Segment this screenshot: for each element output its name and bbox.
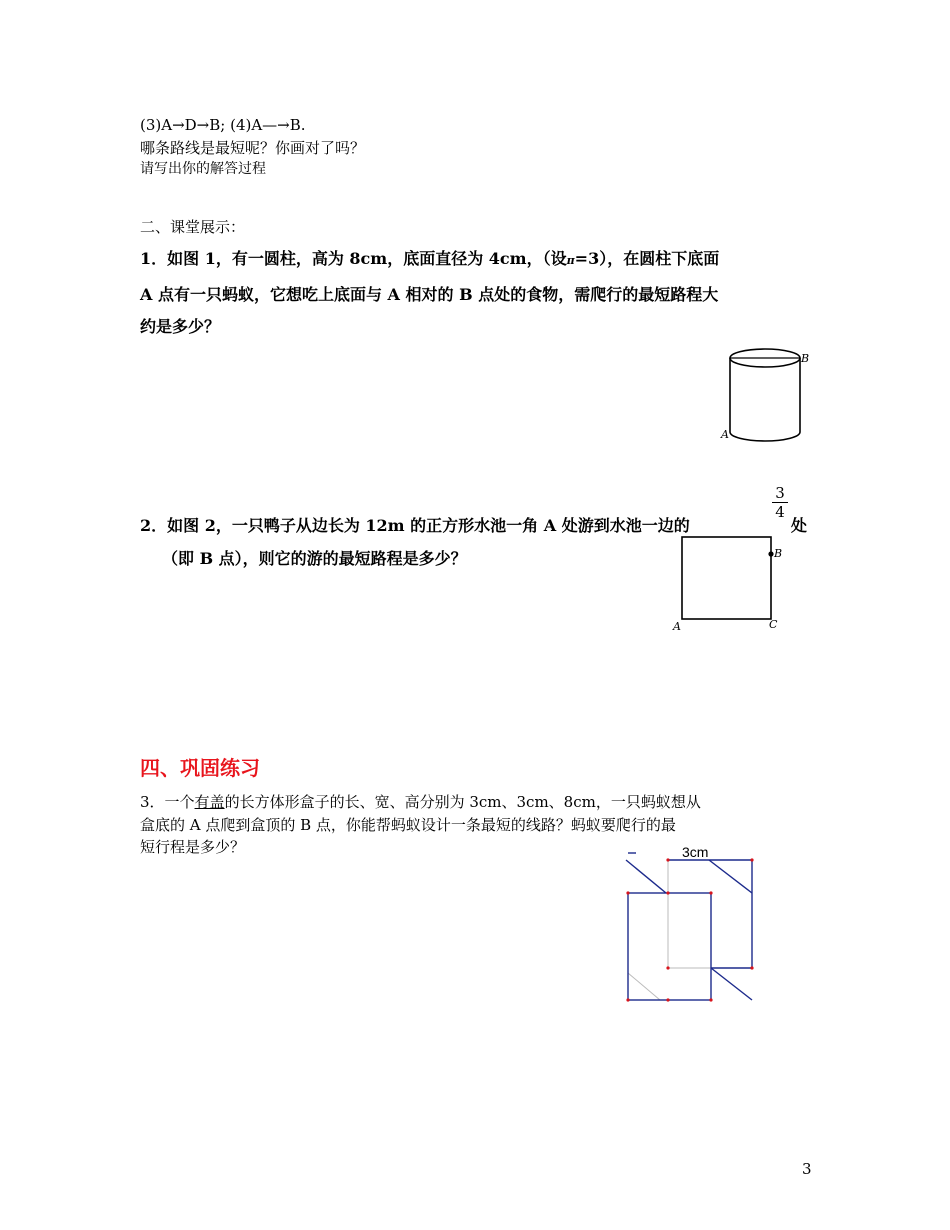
problem2-line2: （即 B 点），则它的游的最短路程是多少？ xyxy=(162,549,467,568)
underlined-with-lid: 有盖 xyxy=(194,793,225,811)
routes-line: (3)A→D→B; (4)A—→B. xyxy=(140,116,306,134)
fraction-denominator: 4 xyxy=(775,503,785,521)
problem2-line1-end: 处 xyxy=(791,516,808,535)
label-a: A xyxy=(673,620,681,633)
pi-symbol: π xyxy=(566,254,575,267)
point-b-dot xyxy=(768,551,773,556)
section2-heading: 二、课堂展示： xyxy=(140,218,246,236)
instruction-line: 请写出你的解答过程 xyxy=(140,161,266,177)
fraction-numerator: 3 xyxy=(775,484,785,502)
label-c: C xyxy=(769,618,778,631)
box-net-figure xyxy=(620,840,760,1005)
section4-heading: 四、巩固练习 xyxy=(140,756,260,780)
problem3-line2: 盒底的 A 点爬到盒顶的 B 点，你能帮蚂蚁设计一条最短的线路？蚂蚁要爬行的最 xyxy=(140,816,676,834)
problem2-line1: 2．如图 2，一只鸭子从边长为 12m 的正方形水池一角 A 处游到水池一边的 xyxy=(140,516,690,535)
problem1-line3: 约是多少？ xyxy=(140,317,221,336)
problem1-line1: 1．如图 1，有一圆柱，高为 8cm，底面直径为 4cm，（设π=3），在圆柱下底面 xyxy=(140,249,720,268)
label-a: A xyxy=(721,428,729,441)
dimension-label: 3cm xyxy=(682,844,709,860)
label-b: B xyxy=(774,547,783,560)
page-number: 3 xyxy=(802,1160,812,1178)
label-b: B xyxy=(801,352,810,365)
square-pond-figure xyxy=(670,530,790,635)
problem1-line2: A 点有一只蚂蚁，它想吃上底面与 A 相对的 B 点处的食物，需爬行的最短路程大 xyxy=(140,285,719,304)
question-line: 哪条路线是最短呢？你画对了吗？ xyxy=(140,139,366,157)
cylinder-figure xyxy=(715,340,815,450)
problem3-line1: 3．一个有盖的长方体形盒子的长、宽、高分别为 3cm、3cm、8cm，一只蚂蚁想从 xyxy=(140,793,701,811)
fraction-three-quarters xyxy=(772,484,788,521)
problem3-line3: 短行程是多少？ xyxy=(140,838,246,856)
